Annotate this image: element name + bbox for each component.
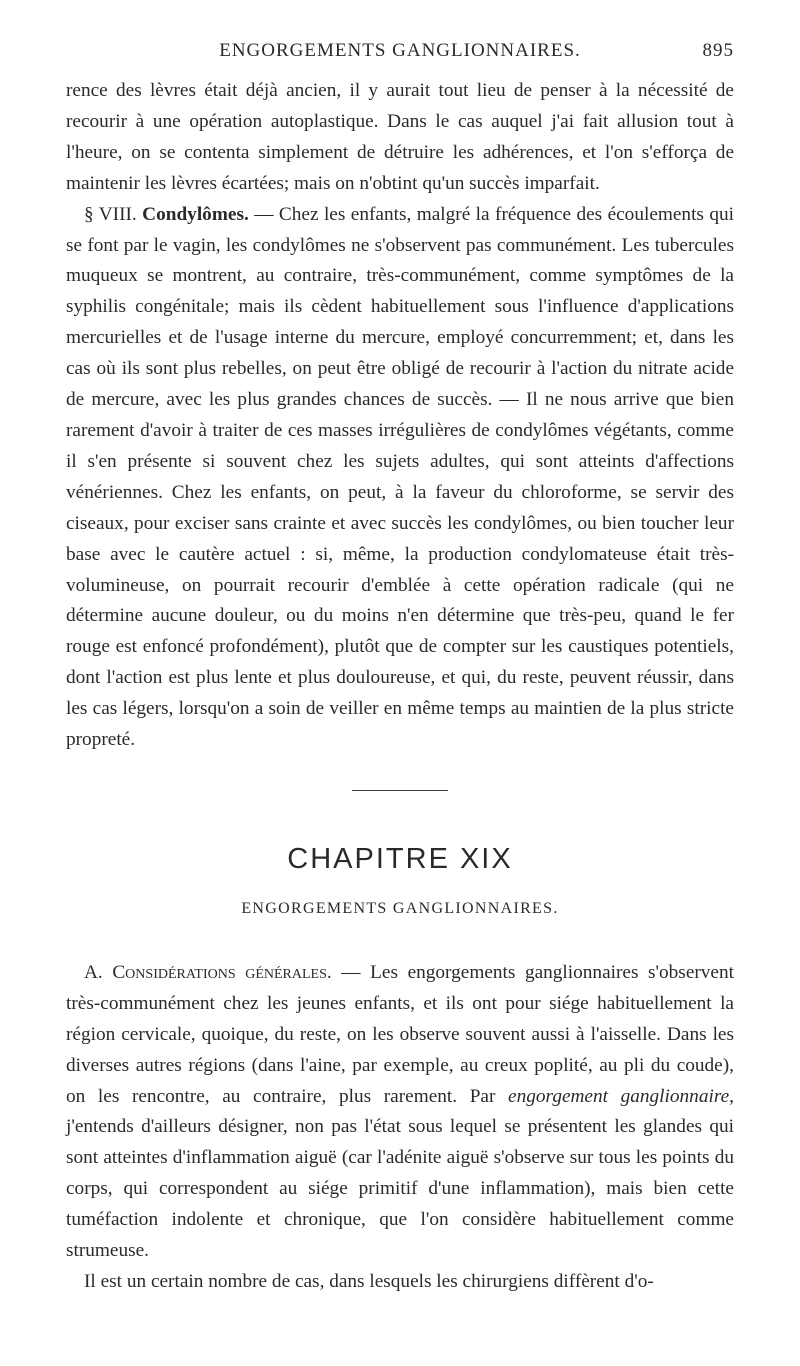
chapter-subtitle: ENGORGEMENTS GANGLIONNAIRES. <box>241 899 559 917</box>
section-considerations <box>66 958 734 1267</box>
paragraph-continuation: rence des lèvres était déjà ancien, il y aurait tout lieu de penser à la nécessité de recourir à une opération autoplastique. Dans le cas auquel j'ai fait allusion tout à l'heure, on se contenta simplement de détruire les adhérences, et l'on s'efforça de maintenir les lèvres écartées; mais on n'obtint qu'un succès imparfait. <box>66 80 734 194</box>
section-condylomes <box>66 200 734 756</box>
running-head-title: ENGORGEMENTS GANGLIONNAIRES. <box>219 40 581 61</box>
section-divider <box>352 790 448 791</box>
paragraph-last: Il est un certain nombre de cas, dans lesquels les chirurgiens diffèrent d'o- <box>84 1271 654 1292</box>
section-label: § VIII. <box>84 203 137 225</box>
section-a-label: A. Considérations générales. <box>84 961 332 983</box>
page-number: 895 <box>702 40 734 61</box>
section-a-body-2: , j'entends d'ailleurs désigner, non pas l'état sous lequel se présentent les glandes qui sont atteintes d'inflammation aiguë (car l'adénite aiguë s'observe sur tous les points du corps, qui correspondent au siége primitif d'une inflammation), mais bien cette tuméfaction indolente et chronique, que l'on considère habituellement comme strumeuse. <box>66 1085 734 1262</box>
running-head <box>66 40 734 76</box>
book-page <box>66 40 734 1298</box>
section-body: — Chez les enfants, malgré la fréquence des écoulements qui se font par le vagin, les condylômes ne s'observent pas communément. Les tubercules muqueux se montrent, au contraire, très-communément, comme symptômes de la syphilis congénitale; mais ils cèdent habituellement sous l'influence d'applications mercurielles et de l'usage interne du mercure, employé concurremment; et, dans les cas où ils sont plus rebelles, on peut être obligé de recourir à l'action du nitrate acide de mercure, avec les plus grandes chances de succès. — Il ne nous arrive que bien rarement d'avoir à traiter de ces masses irrégulières de condylômes végétants, comme il s'en présente si souvent chez les sujets adultes, qui sont atteints d'affections vénériennes. Chez les enfants, on peut, à la faveur du chloroforme, se servir des ciseaux, pour exciser sans crainte et avec succès les condylômes, ou bien toucher leur base avec le cautère actuel : si, même, la production condylomateuse était très-volumineuse, on pourrait recourir d'emblée à cette opération radicale (qui ne détermine aucune douleur, ou du moins n'en détermine que très-peu, quand le fer rouge est enfoncé profondément), plutôt que de compter sur les caustiques potentiels, dont l'action est plus lente et plus douloureuse, et qui, du reste, peuvent réussir, dans les cas légers, lorsqu'on a soin de veiller en même temps au maintien de la plus stricte propreté. <box>66 203 735 751</box>
section-a-body-1: — Les engorgements ganglionnaires s'observent très-communément chez les jeunes enfants, et ils ont pour siége habituellement la région cervicale, quoique, du reste, on les observe souvent aussi à l'aisselle. Dans les diverses autres régions (dans l'aine, par exemple, au creux poplité, au pli du coude), on les rencontre, au contraire, plus rarement. Par <box>66 961 734 1107</box>
italic-term: engorgement ganglionnaire <box>508 1085 730 1107</box>
chapter-title: CHAPITRE XIX <box>287 842 513 875</box>
section-heading: Condylômes. <box>142 203 249 225</box>
